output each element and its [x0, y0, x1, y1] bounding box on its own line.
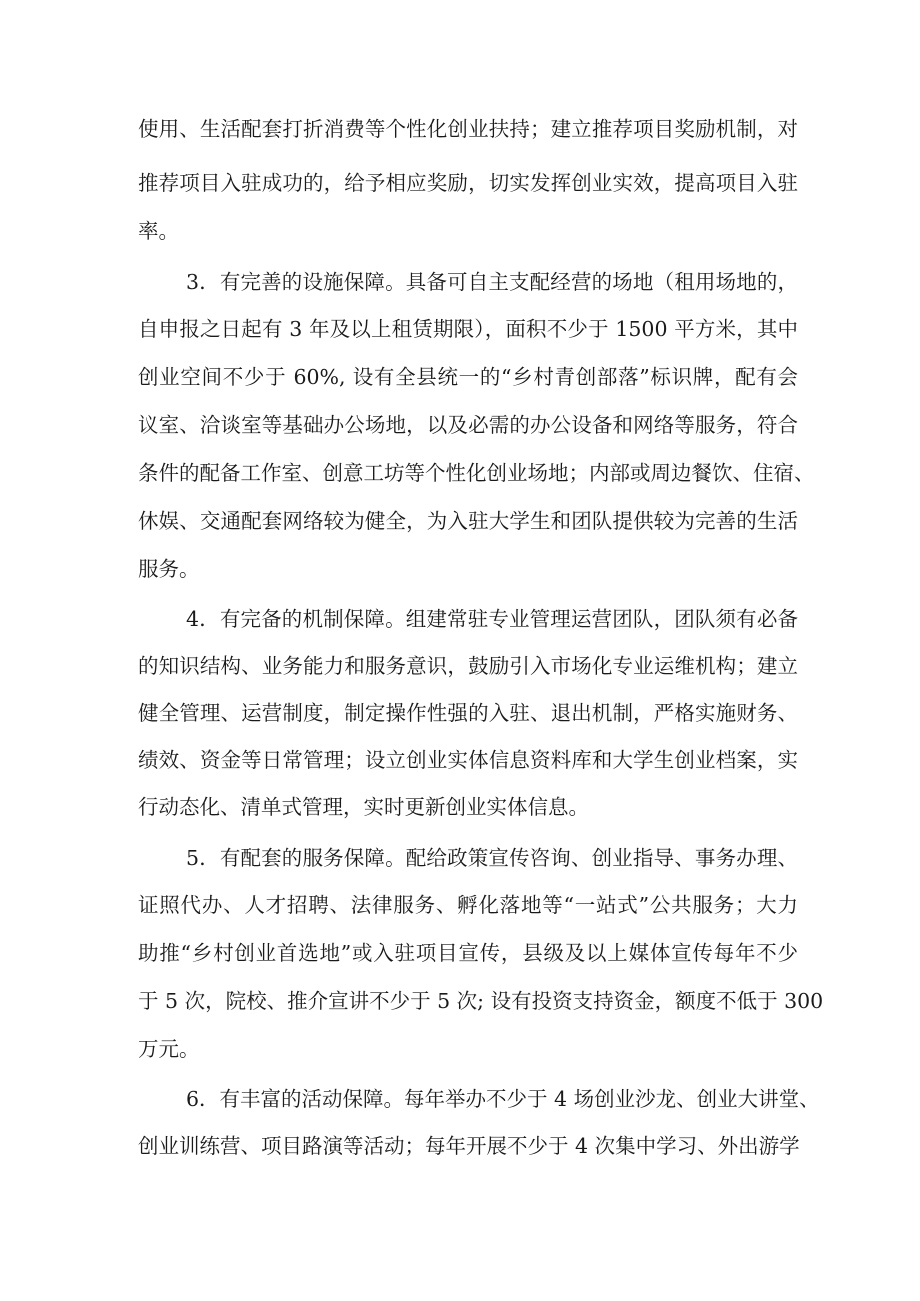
text-line: 创业训练营、项目路演等活动；每年开展不少于 4 次集中学习、外出游学 — [138, 1134, 800, 1158]
paragraph-3-first-line: 3．有完善的设施保障。具备可自主支配经营的场地（租用场地的， — [186, 270, 798, 294]
paragraph-6-first-line: 6．有丰富的活动保障。每年举办不少于 4 场创业沙龙、创业大讲堂、 — [186, 1087, 820, 1111]
text-line: 行动态化、清单式管理，实时更新创业实体信息。 — [138, 795, 589, 819]
paragraph-4-first-line: 4．有完备的机制保障。组建常驻专业管理运营团队，团队须有必备 — [186, 607, 798, 631]
text-line: 休娱、交通配套网络较为健全，为入驻大学生和团队提供较为完善的生活 — [138, 509, 798, 533]
text-line: 议室、洽谈室等基础办公场地，以及必需的办公设备和网络等服务，符合 — [138, 413, 798, 437]
text-line: 万元。 — [138, 1037, 200, 1061]
text-line: 的知识结构、业务能力和服务意识，鼓励引入市场化专业运维机构；建立 — [138, 654, 798, 678]
text-line: 健全管理、运营制度，制定操作性强的入驻、退出机制，严格实施财务、 — [138, 701, 798, 725]
text-line: 条件的配备工作室、创意工坊等个性化创业场地；内部或周边餐饮、住宿、 — [138, 461, 815, 485]
text-line: 绩效、资金等日常管理；设立创业实体信息资料库和大学生创业档案，实 — [138, 748, 798, 772]
text-line: 推荐项目入驻成功的，给予相应奖励，切实发挥创业实效，提高项目入驻 — [138, 171, 798, 195]
paragraph-5-first-line: 5．有配套的服务保障。配给政策宣传咨询、创业指导、事务办理、 — [186, 846, 798, 870]
text-line: 创业空间不少于 60%, 设有全县统一的“乡村青创部落”标识牌，配有会 — [138, 365, 798, 389]
text-line: 助推“乡村创业首选地”或入驻项目宣传，县级及以上媒体宣传每年不少 — [138, 941, 798, 965]
text-line: 自申报之日起有 3 年及以上租赁期限），面积不少于 1500 平方米，其中 — [138, 317, 798, 341]
text-line: 证照代办、人才招聘、法律服务、孵化落地等“一站式”公共服务；大力 — [138, 893, 798, 917]
text-line: 率。 — [138, 219, 179, 243]
text-line: 于 5 次，院校、推介宣讲不少于 5 次; 设有投资支持资金，额度不低于 300 — [138, 989, 824, 1013]
text-line: 使用、生活配套打折消费等个性化创业扶持；建立推荐项目奖励机制，对 — [138, 117, 798, 141]
text-line: 服务。 — [138, 557, 200, 581]
